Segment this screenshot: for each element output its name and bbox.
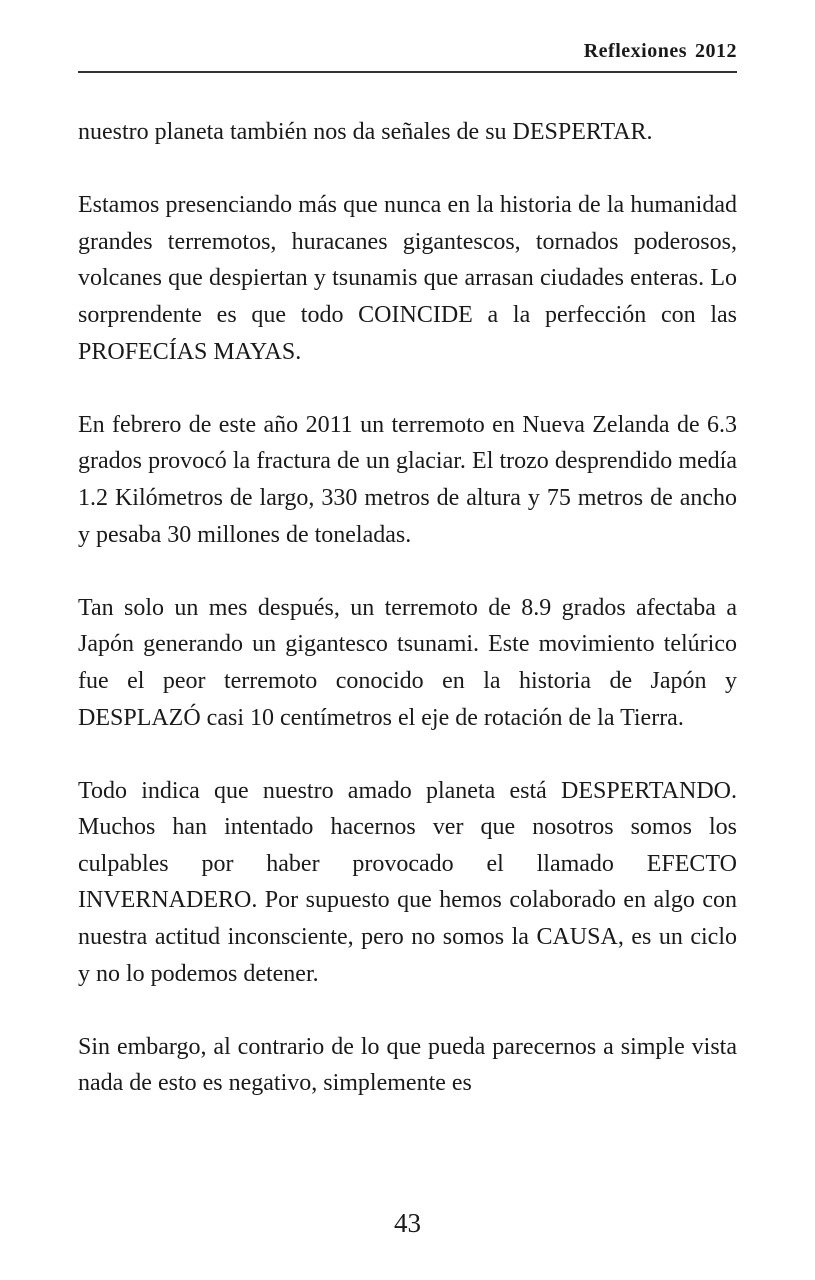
- header-year: 2012: [695, 40, 737, 62]
- paragraph-6: Sin embargo, al contrario de lo que pueda parecernos a simple vista nada de esto es negativo, simplemente es: [78, 1033, 737, 1097]
- paragraph-5: Todo indica que nuestro amado planeta está DESPERTANDO. Muchos han intentado hacernos ver que nosotros somos los culpables por haber provocado el llamado EFECTO INVERNADERO. Por supuesto que hemos colaborado en algo con nuestra actitud inconsciente, pero no somos la CAUSA, es un ciclo y no lo podemos detener.: [78, 777, 737, 987]
- header-title: Reflexiones: [583, 40, 687, 62]
- paragraph-4: Tan solo un mes después, un terremoto de 8.9 grados afectaba a Japón generando un gigantesco tsunami. Este movimiento telúrico fue el peor terremoto conocido en la historia de Japón y DESPLAZÓ casi 10 centímetros el eje de rotación de la Tierra.: [78, 594, 737, 731]
- paragraph-2: Estamos presenciando más que nunca en la historia de la humanidad grandes terremotos, huracanes gigantescos, tornados poderosos, volcanes que despiertan y tsunamis que arrasan ciudades enteras. Lo sorprendente es que todo COINCIDE a la perfección con las PROFECÍAS MAYAS.: [78, 192, 737, 365]
- paragraph-1: nuestro planeta también nos da señales de su DESPERTAR.: [78, 119, 653, 145]
- running-header: [78, 40, 737, 73]
- body-text: [78, 114, 737, 1102]
- page-number: 43: [394, 1208, 421, 1238]
- paragraph-3: En febrero de este año 2011 un terremoto en Nueva Zelanda de 6.3 grados provocó la fractura de un glaciar. El trozo desprendido medía 1.2 Kilómetros de largo, 330 metros de altura y 75 metros de ancho y pesaba 30 millones de toneladas.: [78, 411, 737, 548]
